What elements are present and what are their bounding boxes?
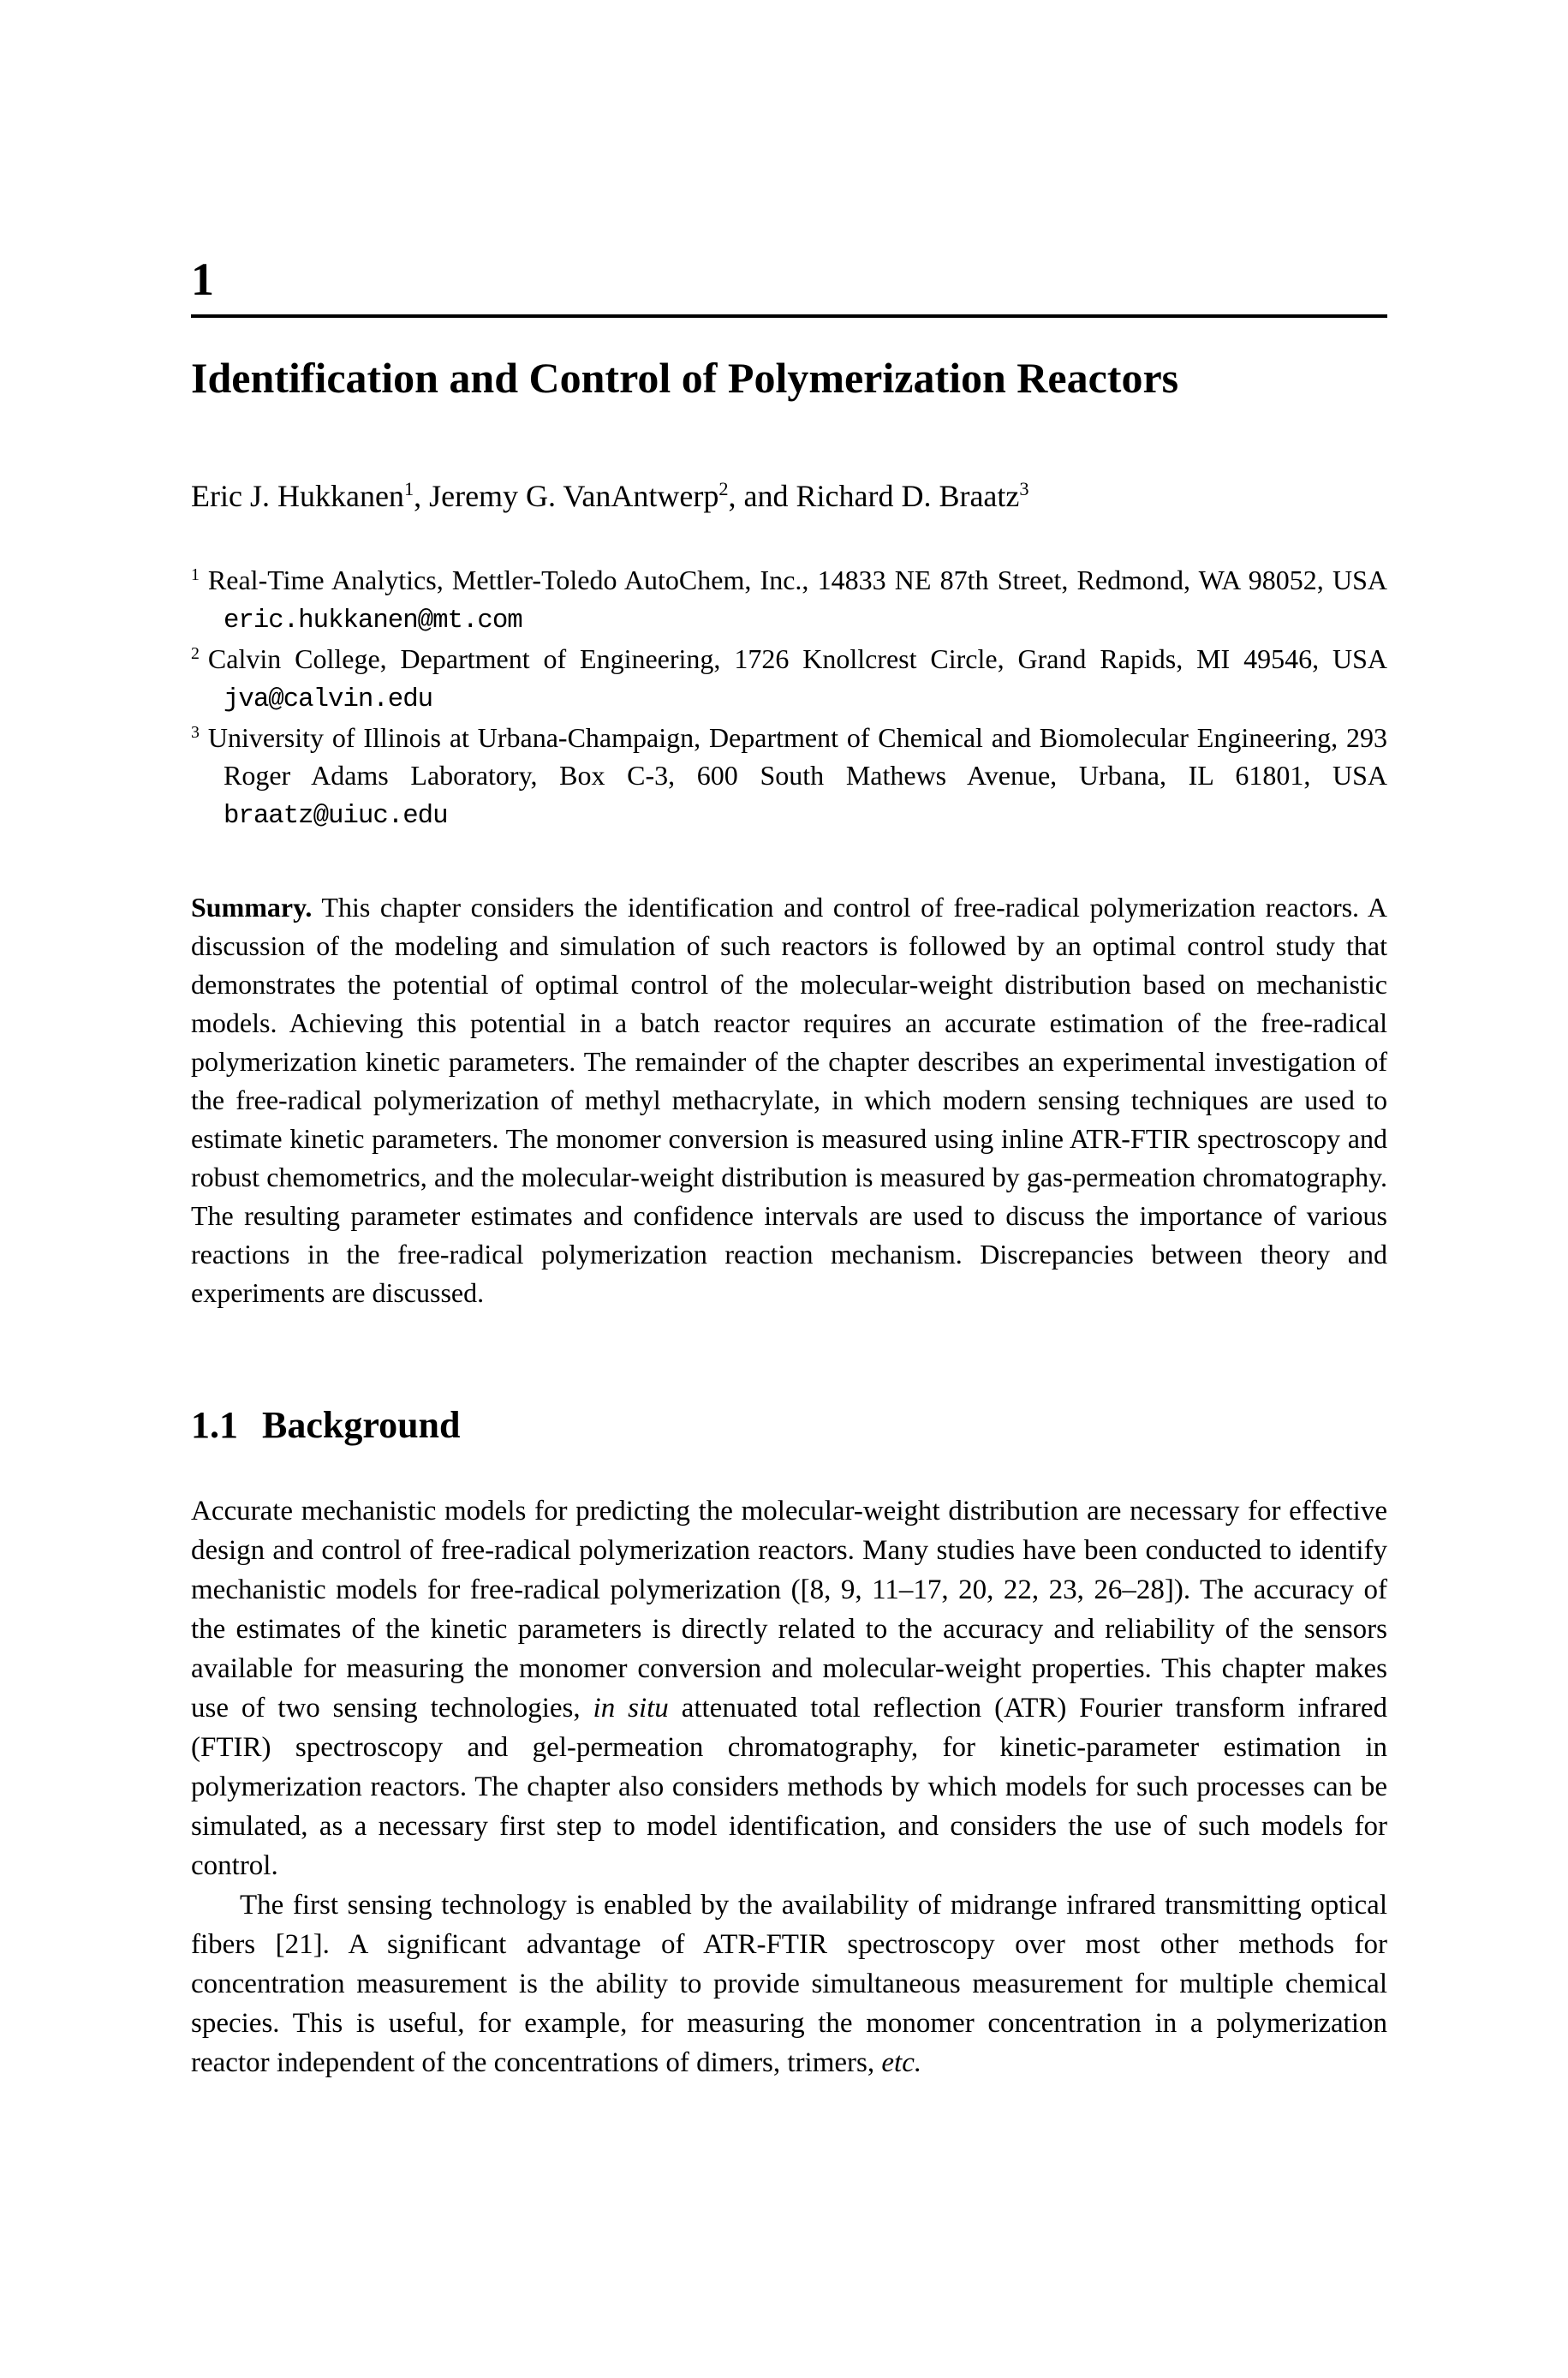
summary-label: Summary. <box>191 892 313 923</box>
affiliation-marker: 1 <box>191 565 200 584</box>
summary-paragraph <box>191 888 1387 1312</box>
paragraph-italic-term: etc. <box>881 2046 922 2078</box>
author-affiliation-ref: 2 <box>718 478 729 500</box>
body-paragraph-2 <box>191 1885 1387 2082</box>
author-affiliation-ref: 1 <box>403 478 414 500</box>
affiliation-email: jva@calvin.edu <box>224 684 433 715</box>
affiliation-text: University of Illinois at Urbana-Champaign, Department of Chemical and Biomolecular Engineering, 293 Roger Adams Laboratory, Box C-3, 600 South Mathews Avenue, Urbana, IL 61801, USA <box>207 722 1387 792</box>
section-heading <box>191 1405 1387 1446</box>
affiliation-item <box>191 561 1387 640</box>
paragraph-text: Accurate mechanistic models for predicting the molecular-weight distribution are necessary for effective design and control of free-radical polymerization reactors. Many studies have been conducted to identify mechanistic models for free-radical polymerization ([8, 9, 11–17, 20, 22, 23, 26–28]). The accuracy of the estimates of the kinetic parameters is directly related to the accuracy and reliability of the sensors available for measuring the monomer conversion and molecular-weight properties. This chapter makes use of two sensing technologies, <box>191 1495 1387 1724</box>
affiliation-marker: 2 <box>191 643 200 663</box>
section-title: Background <box>262 1404 461 1447</box>
affiliations-list <box>191 561 1387 835</box>
chapter-number: 1 <box>191 254 214 305</box>
affiliation-item <box>191 640 1387 719</box>
affiliation-marker: 3 <box>191 722 200 742</box>
paragraph-text: attenuated total reflection (ATR) Fourier transform infrared (FTIR) spectroscopy and gel-permeation chromatography, for kinetic-parameter estimation in polymerization reactors. The chapter also considers methods by which models for such processes can be simulated, as a necessary first step to model identification, and considers the use of such models for control. <box>191 1692 1387 1881</box>
author-affiliation-ref: 3 <box>1019 478 1029 500</box>
section-number: 1.1 <box>191 1404 238 1447</box>
affiliation-email: eric.hukkanen@mt.com <box>224 606 522 636</box>
affiliation-text: Real-Time Analytics, Mettler-Toledo AutoChem, Inc., 14833 NE 87th Street, Redmond, WA 98052, USA <box>207 565 1387 596</box>
summary-text: This chapter considers the identification and control of free-radical polymerization reactors. A discussion of the modeling and simulation of such reactors is followed by an optimal control study that demonstrates the potential of optimal control of the molecular-weight distribution based on mechanistic models. Achieving this potential in a batch reactor requires an accurate estimation of the free-radical polymerization kinetic parameters. The remainder of the chapter describes an experimental investigation of the free-radical polymerization of methyl methacrylate, in which modern sensing techniques are used to estimate kinetic parameters. The monomer conversion is measured using inline ATR-FTIR spectroscopy and robust chemometrics, and the molecular-weight distribution is measured by gas-permeation chromatography. The resulting parameter estimates and confidence intervals are used to discuss the importance of various reactions in the free-radical polymerization reaction mechanism. Discrepancies between theory and experiments are discussed. <box>191 892 1388 1309</box>
body-paragraph-1 <box>191 1491 1387 1885</box>
chapter-rule-divider <box>191 314 1387 318</box>
author-name: Eric J. Hukkanen <box>191 479 404 514</box>
paragraph-italic-term: in situ <box>593 1692 669 1724</box>
affiliation-email: braatz@uiuc.edu <box>224 801 448 832</box>
affiliation-item <box>191 719 1387 835</box>
author-name: , and Richard D. Braatz <box>728 479 1020 514</box>
book-page <box>191 0 1387 2082</box>
author-name: , Jeremy G. VanAntwerp <box>414 479 719 514</box>
paragraph-text: The first sensing technology is enabled by the availability of midrange infrared transmitting optical fibers [21]. A significant advantage of ATR-FTIR spectroscopy over most other methods for concentration measurement is the ability to provide simultaneous measurement for multiple chemical species. This is useful, for example, for measuring the monomer concentration in a polymerization reactor independent of the concentrations of dimers, trimers, <box>191 1889 1387 2078</box>
chapter-title: Identification and Control of Polymerization Reactors <box>191 353 1179 402</box>
authors-line <box>191 478 1387 515</box>
affiliation-text: Calvin College, Department of Engineering, 1726 Knollcrest Circle, Grand Rapids, MI 49546, USA <box>207 643 1387 675</box>
